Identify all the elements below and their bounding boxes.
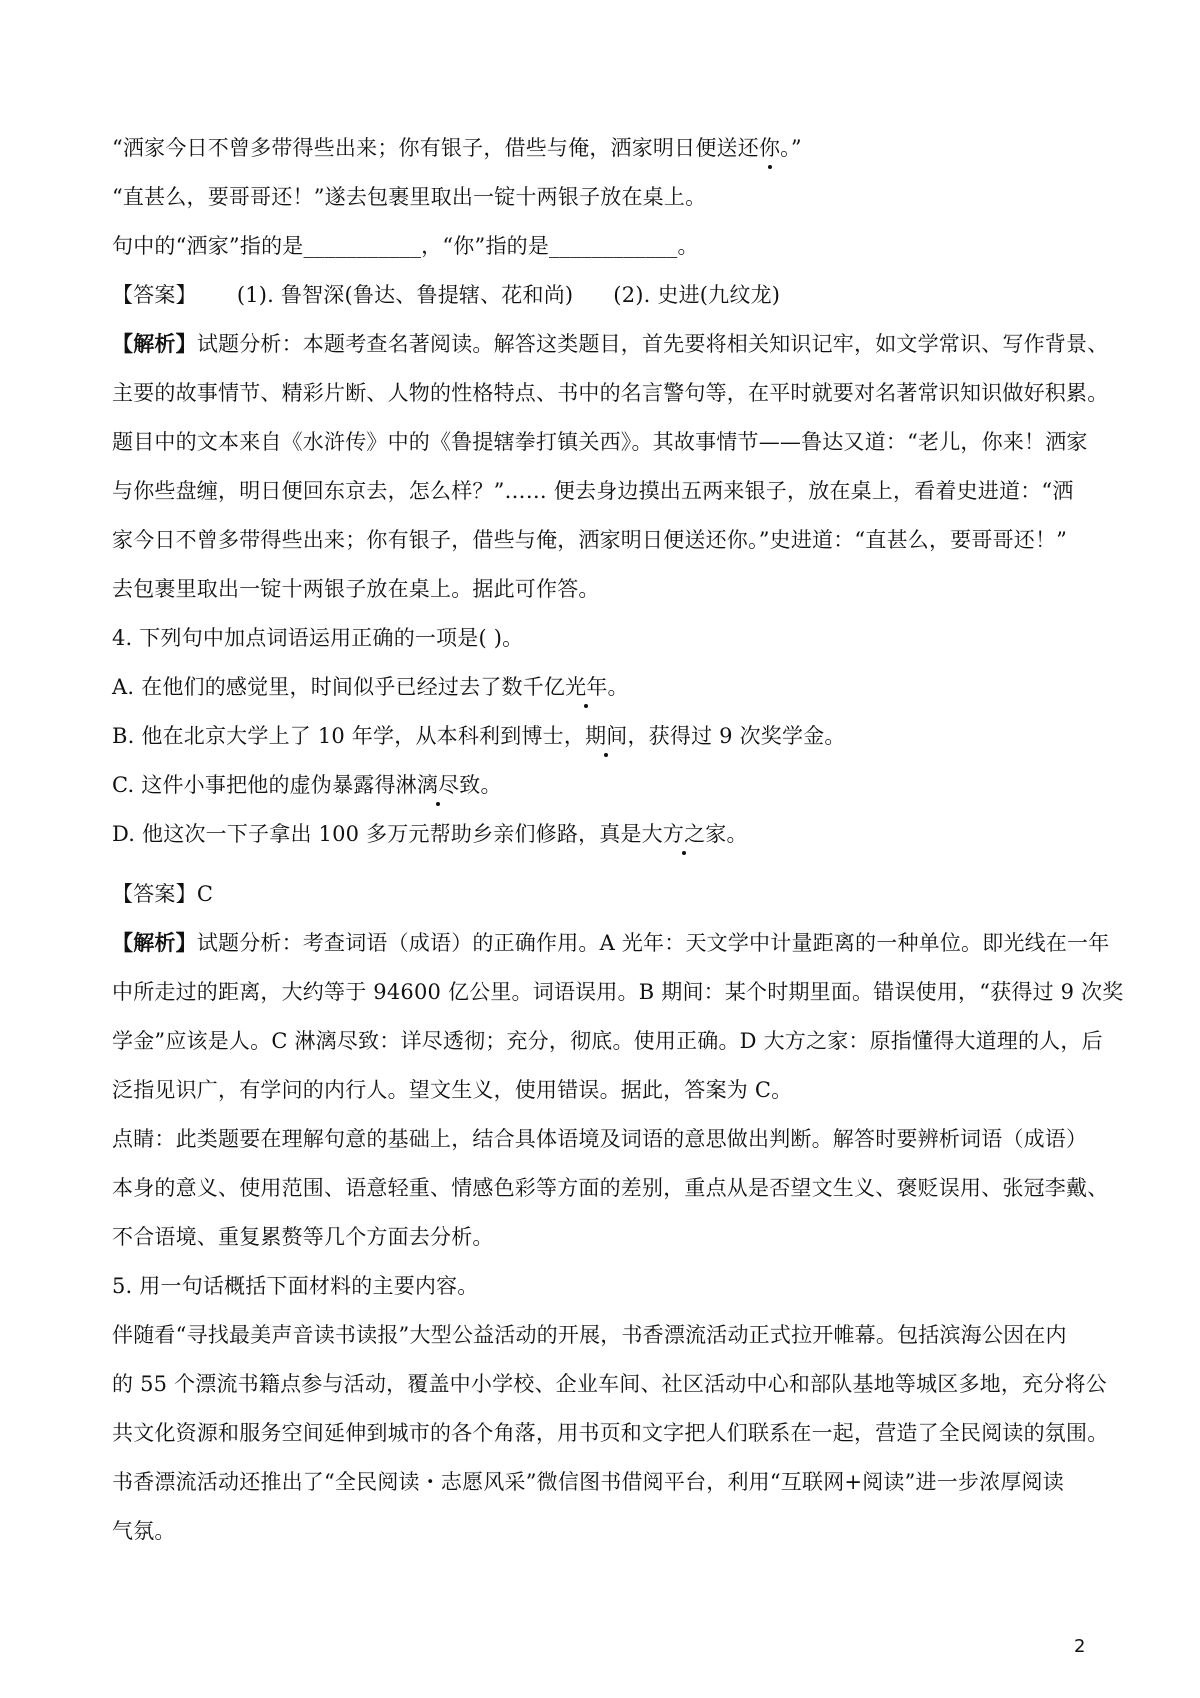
- material-line-1: 伴随看“寻找最美声音读书读报”大型公益活动的开展，书香漂流活动正式拉开帷幕。包括滨海公因在内: [112, 1323, 1067, 1347]
- quote-line-2: “直甚么，要哥哥还！”遂去包裹里取出一锭十两银子放在桌上。: [112, 185, 707, 209]
- emphasis-dotted-word: 大方之家: [642, 819, 727, 849]
- material-line-5: 气氛。: [112, 1519, 176, 1543]
- tip-line-3: 不合语境、重复累赘等几个方面去分析。: [112, 1225, 494, 1249]
- analysis-line-4a: 【解析】试题分析：考查词语（成语）的正确作用。A 光年：天文学中计量距离的一种单位。即光线在一年: [112, 930, 1110, 955]
- option-a: A. 在他们的感觉里，时间似乎已经过去了数千亿光年。: [112, 672, 629, 702]
- analysis-line-3d: 与你些盘缠，明日便回东京去，怎么样？”…… 便去身边摸出五两来银子，放在桌上，看着史进道：“洒: [112, 479, 1074, 503]
- analysis-label: 【解析】: [112, 930, 197, 955]
- material-line-3: 共文化资源和服务空间延伸到城市的各个角落，用书页和文字把人们联系在一起，营造了全民阅读的氛围。: [112, 1421, 1109, 1445]
- question-blank-line: 句中的“洒家”指的是___________，“你”指的是____________。: [112, 234, 699, 258]
- option-d: D. 他这次一下子拿出 100 多万元帮助乡亲们修路，真是大方之家。: [112, 819, 748, 849]
- option-b: B. 他在北京大学上了 10 年学，从本科利到博士，期间，获得过 9 次奖学金。: [112, 721, 846, 751]
- quote-line-1: “洒家今日不曾多带得些出来；你有银子，借些与俺，洒家明日便送还你。”: [112, 133, 802, 163]
- analysis-line-4b: 中所走过的距离，大约等于 94600 亿公里。词语误用。B 期间：某个时期里面。错误使用，“获得过 9 次奖: [112, 980, 1124, 1004]
- option-c: C. 这件小事把他的虚伪暴露得淋漓尽致。: [112, 770, 502, 800]
- analysis-line-4d: 泛指见识广，有学问的内行人。望文生义，使用错误。据此，答案为 C。: [112, 1078, 793, 1102]
- analysis-line-3c: 题目中的文本来自《水浒传》中的《鲁提辖拳打镇关西》。其故事情节——鲁达又道：“老儿，你来！洒家: [112, 430, 1088, 454]
- analysis-line-3b: 主要的故事情节、精彩片断、人物的性格特点、书中的名言警句等，在平时就要对名著常识知识做好积累。: [112, 381, 1109, 405]
- answer-line-4: 【答案】C: [112, 882, 214, 906]
- question-5-title: 5. 用一句话概括下面材料的主要内容。: [112, 1274, 479, 1298]
- analysis-line-4c: 学金”应该是人。C 淋漓尽致：详尽透彻；充分，彻底。使用正确。D 大方之家：原指懂得大道理的人，后: [112, 1029, 1103, 1053]
- page-number: 2: [1074, 1636, 1086, 1657]
- material-line-2: 的 55 个漂流书籍点参与活动，覆盖中小学校、企业车间、社区活动中心和部队基地等城区多地，充分将公: [112, 1372, 1107, 1396]
- analysis-line-3a: 【解析】试题分析：本题考查名著阅读。解答这类题目，首先要将相关知识记牢，如文学常识、写作背景、: [112, 331, 1109, 356]
- emphasis-dotted-word: 光年: [565, 672, 607, 702]
- question-4-title: 4. 下列句中加点词语运用正确的一项是( )。: [112, 626, 524, 650]
- material-line-4: 书香漂流活动还推出了“全民阅读・志愿风采”微信图书借阅平台，利用“互联网+阅读”进一步浓厚阅读: [112, 1470, 1064, 1494]
- emphasis-dotted-word: 淋漓尽致: [396, 770, 481, 800]
- analysis-label: 【解析】: [112, 331, 197, 356]
- tip-line-2: 本身的意义、使用范围、语意轻重、情感色彩等方面的差别，重点从是否望文生义、褒贬误用、张冠李戴、: [112, 1176, 1109, 1200]
- answer-line-3: 【答案】 (1). 鲁智深(鲁达、鲁提辖、花和尚) (2). 史进(九纹龙): [112, 283, 781, 307]
- tip-line-1: 点睛：此类题要在理解句意的基础上，结合具体语境及词语的意思做出判断。解答时要辨析词语（成语）: [112, 1127, 1088, 1151]
- analysis-line-3e: 家今日不曾多带得些出来；你有银子，借些与俺，洒家明日便送还你。”史进道：“直甚么，要哥哥还！”: [112, 528, 1068, 552]
- emphasis-dotted-word: 期间: [585, 721, 627, 751]
- emphasis-dotted-word: 你: [759, 133, 780, 163]
- analysis-line-3f: 去包裹里取出一锭十两银子放在桌上。据此可作答。: [112, 577, 600, 601]
